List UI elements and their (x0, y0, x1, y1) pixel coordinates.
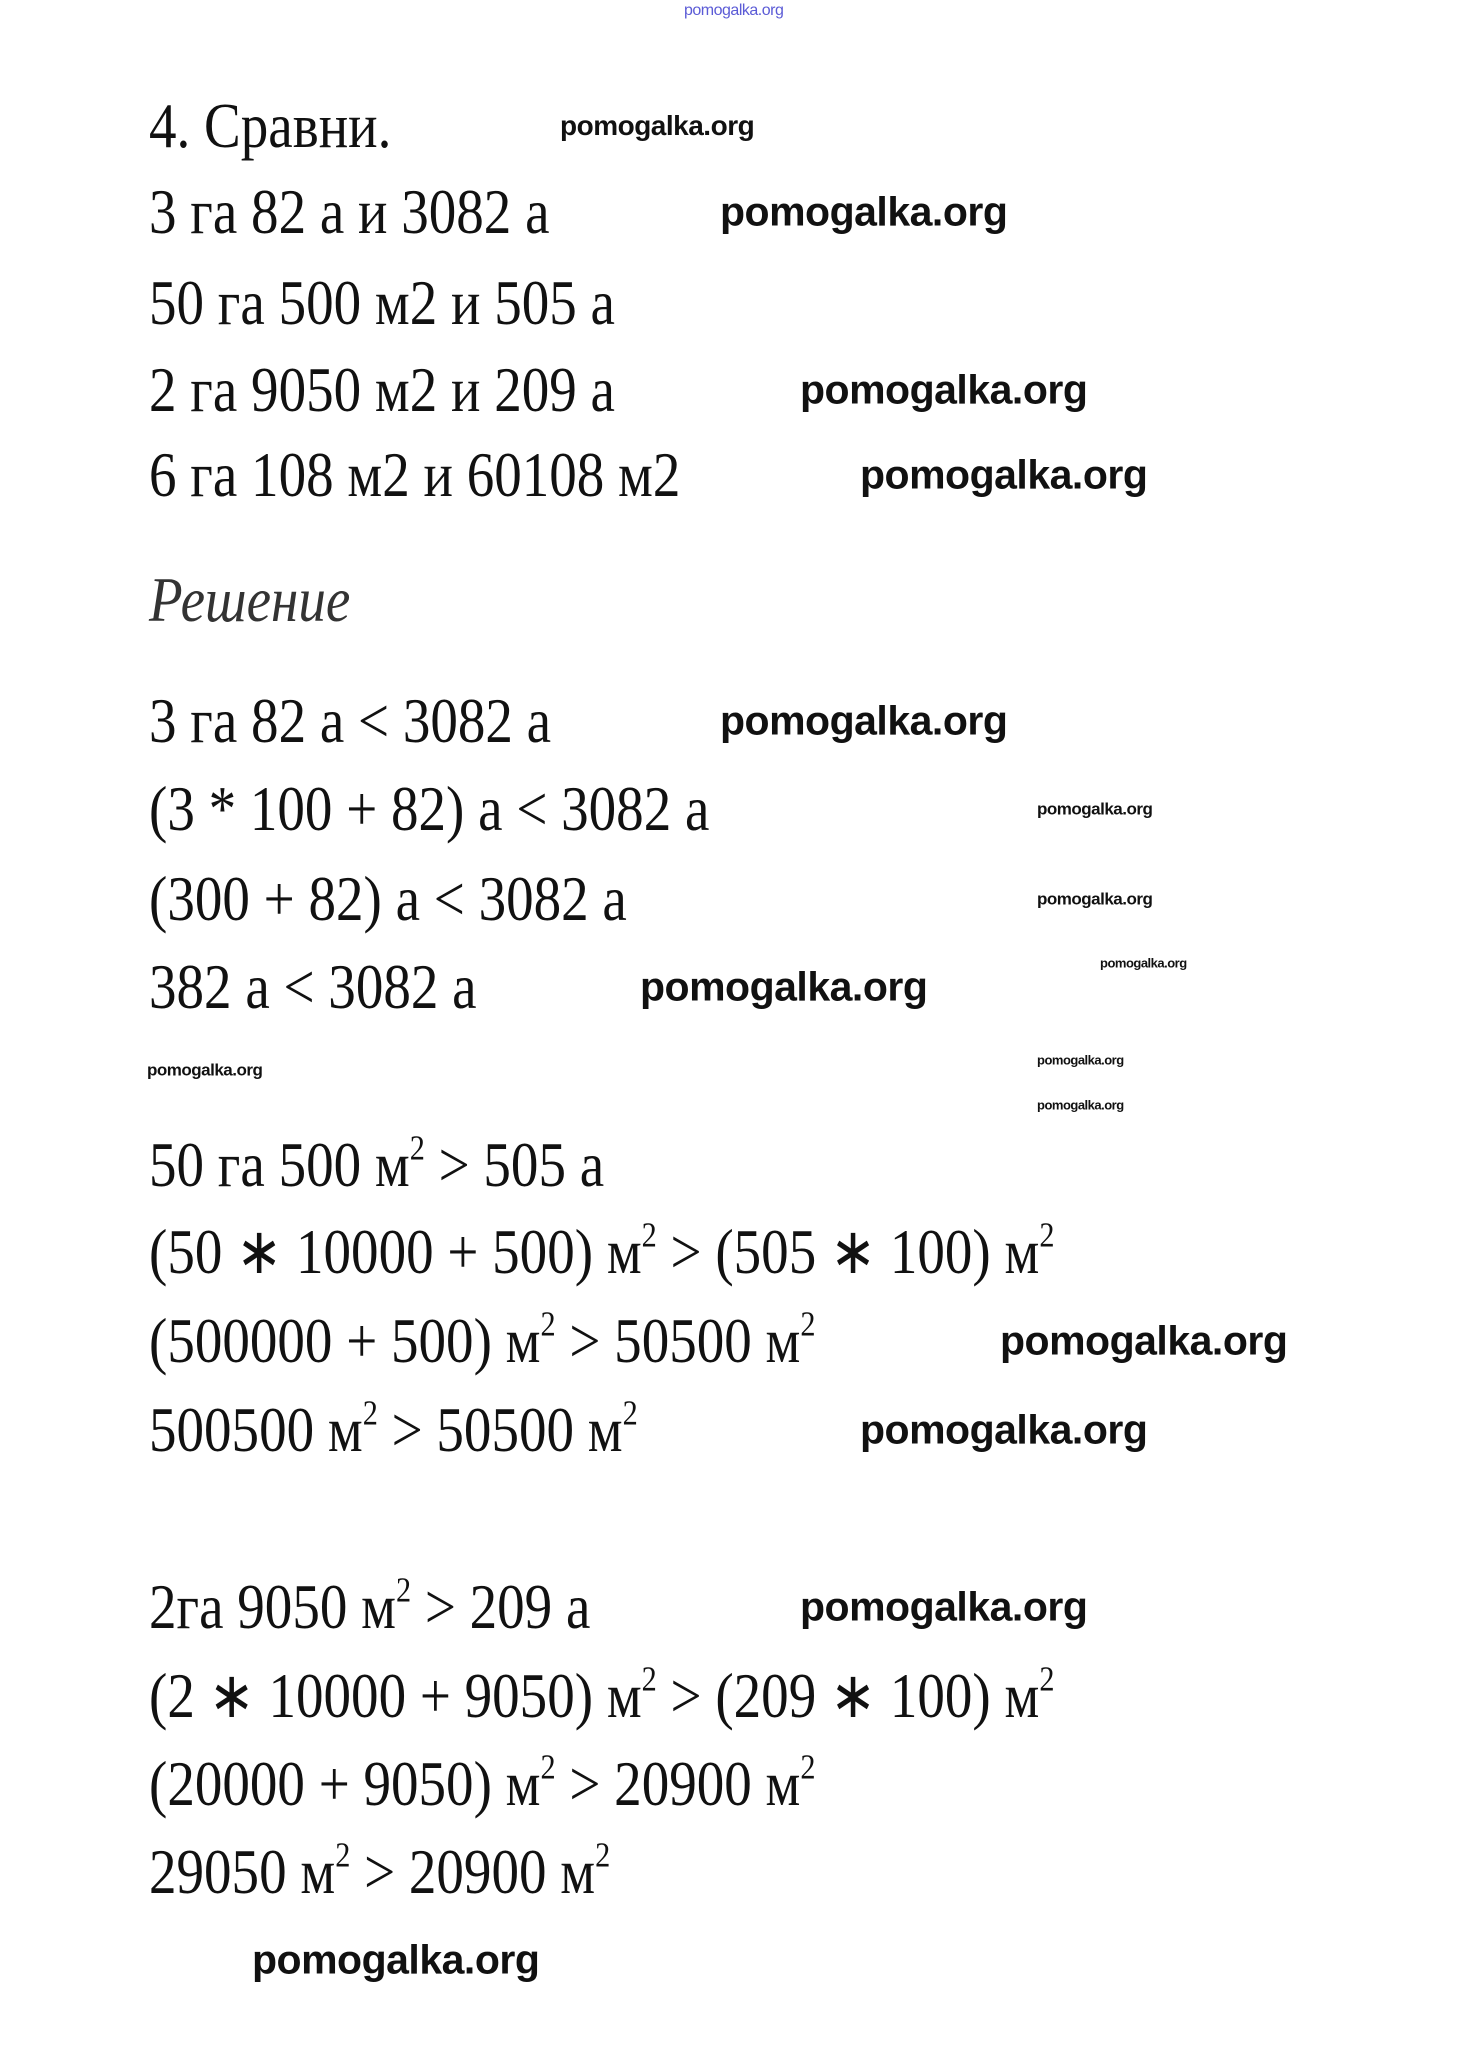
task-line (149, 354, 615, 425)
expression-text: > (505 ∗ 100) м (656, 1216, 1040, 1287)
exponent: 2 (362, 1393, 378, 1433)
expression-text: > 20900 м (350, 1836, 596, 1907)
watermark: pomogalka.org (860, 451, 1148, 498)
watermark: pomogalka.org (800, 1583, 1088, 1630)
expression-text: 3 га 82 а и 3082 а (149, 176, 550, 247)
watermark: pomogalka.org (860, 1406, 1148, 1453)
solution-line (149, 1747, 816, 1819)
expression-text: (20000 + 9050) м (149, 1748, 541, 1819)
solution-line (149, 1835, 611, 1907)
expression-text: 382 а < 3082 а (149, 951, 477, 1022)
solution-line (149, 1570, 591, 1642)
expression-text: > 505 а (424, 1129, 605, 1200)
exponent: 2 (622, 1393, 638, 1433)
exponent: 2 (540, 1304, 556, 1344)
solution-line (149, 863, 627, 934)
exponent: 2 (641, 1659, 657, 1699)
exponent: 2 (1039, 1659, 1055, 1699)
expression-text: 6 га 108 м2 и 60108 м2 (149, 439, 681, 510)
exponent: 2 (395, 1570, 412, 1610)
watermark: pomogalka.org (1000, 1317, 1288, 1364)
watermark: pomogalka.org (147, 1060, 263, 1080)
expression-text: > 20900 м (555, 1748, 801, 1819)
watermark: pomogalka.org (640, 963, 928, 1010)
task-line (149, 176, 550, 247)
watermark: pomogalka.org (720, 188, 1008, 235)
expression-text: 50 га 500 м2 и 505 а (149, 267, 615, 338)
expression-text: (2 ∗ 10000 + 9050) м (149, 1660, 642, 1731)
exponent: 2 (800, 1747, 816, 1787)
solution-line (149, 1393, 638, 1465)
watermark: pomogalka.org (1037, 889, 1153, 909)
exponent: 2 (409, 1128, 425, 1168)
watermark: pomogalka.org (560, 110, 755, 141)
expression-text: 50 га 500 м (149, 1129, 410, 1200)
solution-line (149, 1215, 1055, 1287)
solution-line (149, 1304, 816, 1376)
solution-line (149, 685, 552, 756)
exponent: 2 (1039, 1215, 1055, 1255)
expression-text: 500500 м (149, 1394, 363, 1465)
watermark: pomogalka.org (1037, 1052, 1124, 1068)
watermark: pomogalka.org (800, 366, 1088, 413)
solution-line (149, 951, 477, 1022)
exponent: 2 (641, 1215, 657, 1255)
solution-line (149, 773, 710, 844)
expression-text: > (209 ∗ 100) м (656, 1660, 1040, 1731)
expression-text: > 50500 м (377, 1394, 623, 1465)
expression-text: (50 ∗ 10000 + 500) м (149, 1216, 642, 1287)
exponent: 2 (595, 1835, 611, 1875)
expression-text: > 50500 м (555, 1305, 801, 1376)
expression-text: 29050 м (149, 1836, 336, 1907)
solution-heading: Решение (149, 564, 351, 635)
watermark: pomogalka.org (252, 1936, 540, 1983)
watermark: pomogalka.org (1037, 799, 1153, 819)
expression-text: (500000 + 500) м (149, 1305, 541, 1376)
exercise-title: 4. Сравни. (149, 90, 392, 161)
expression-text: 2 га 9050 м2 и 209 а (149, 354, 615, 425)
watermark: pomogalka.org (720, 697, 1008, 744)
task-line (149, 439, 681, 510)
expression-text: 3 га 82 а < 3082 а (149, 685, 552, 756)
exponent: 2 (335, 1835, 351, 1875)
watermark-top: pomogalka.org (684, 2, 784, 19)
solution-line (149, 1659, 1055, 1731)
expression-text: (300 + 82) а < 3082 а (149, 863, 627, 934)
solution-line (149, 1128, 605, 1200)
task-line (149, 267, 615, 338)
watermark: pomogalka.org (1037, 1097, 1124, 1113)
expression-text: 2га 9050 м (149, 1571, 396, 1642)
exponent: 2 (800, 1304, 816, 1344)
expression-text: (3 * 100 + 82) а < 3082 а (149, 773, 710, 844)
watermark: pomogalka.org (1100, 955, 1187, 971)
expression-text: > 209 а (411, 1571, 591, 1642)
exponent: 2 (540, 1747, 556, 1787)
